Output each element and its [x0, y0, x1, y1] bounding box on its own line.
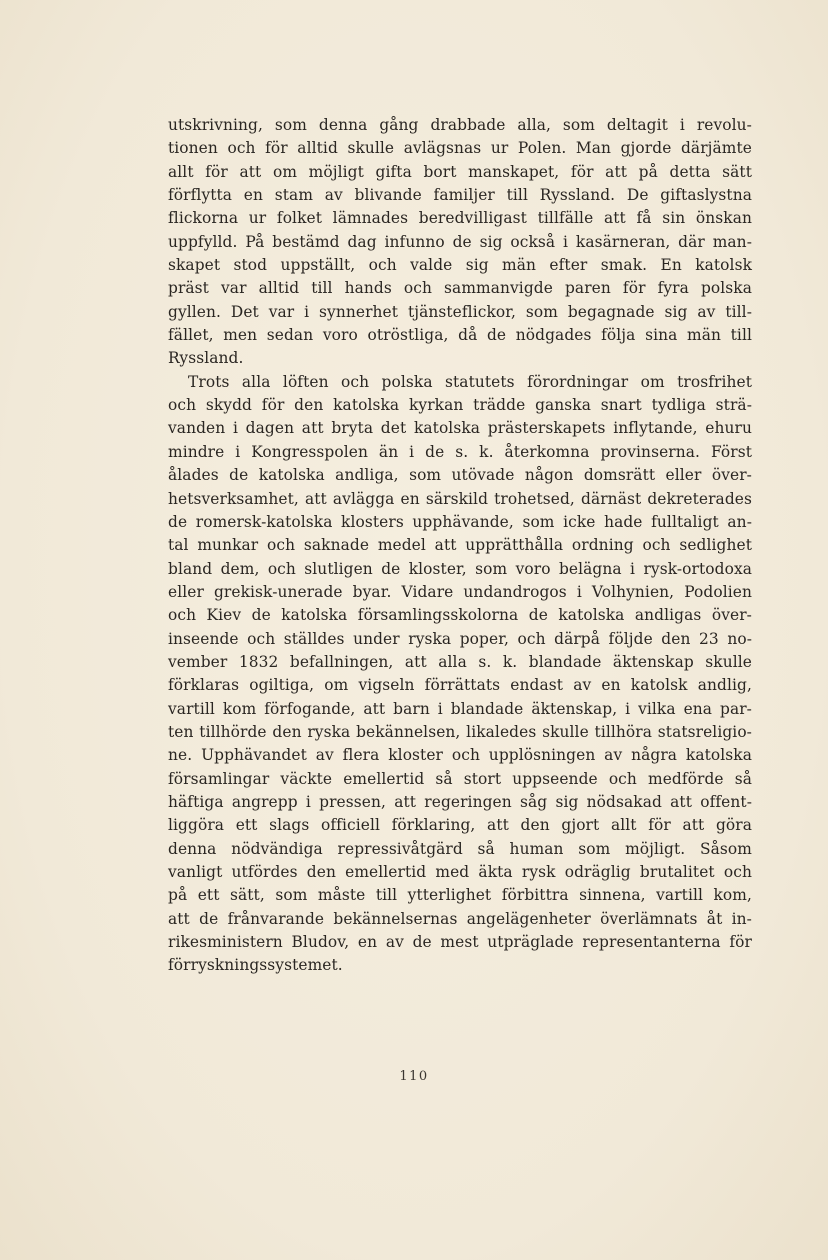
- text-line: allt för att om möjligt gifta bort manskapet, för att på detta sätt: [168, 162, 752, 181]
- text-line: vember 1832 befallningen, att alla s. k. blandade äktenskap skulle: [168, 652, 752, 671]
- text-line: gyllen. Det var i synnerhet tjänsteflickor, som begagnade sig av till-: [168, 302, 752, 321]
- text-line: och Kiev de katolska församlingsskolorna de katolska andligas över-: [168, 606, 752, 625]
- text-line: eller grekisk-unerade byar. Vidare undandrogos i Volhynien, Podolien: [168, 582, 752, 601]
- text-line: hetsverksamhet, att avlägga en särskild trohetsed, därnäst dekreterades: [168, 489, 752, 508]
- text-line: vanden i dagen att bryta det katolska prästerskapets inflytande, ehuru: [168, 419, 752, 438]
- text-line: tionen och för alltid skulle avlägsnas ur Polen. Man gjorde därjämte: [168, 139, 752, 158]
- text-line: flickorna ur folket lämnades beredvilligast tillfälle att få sin önskan: [168, 209, 752, 228]
- paragraph-2: [168, 371, 752, 978]
- text-line: ålades de katolska andliga, som utövade någon domsrätt eller över-: [168, 466, 752, 485]
- text-line: vartill kom förfogande, att barn i blandade äktenskap, i vilka ena par-: [168, 699, 752, 718]
- text-line: liggöra ett slags officiell förklaring, att den gjort allt för att göra: [168, 816, 752, 835]
- text-line: skapet stod uppställt, och valde sig män efter smak. En katolsk: [168, 256, 752, 275]
- text-line: de romersk-katolska klosters upphävande, som icke hade fulltaligt an-: [168, 512, 752, 531]
- text-line: förklaras ogiltiga, om vigseln förrättats endast av en katolsk andlig,: [168, 676, 752, 695]
- text-line: denna nödvändiga repressivåtgärd så human som möjligt. Såsom: [168, 839, 752, 858]
- paragraph-1: [168, 114, 752, 371]
- text-line: Trots alla löften och polska statutets förordningar om trosfrihet: [188, 372, 752, 391]
- text-line: bland dem, och slutligen de kloster, som voro belägna i rysk-ortodoxa: [168, 559, 752, 578]
- text-line: på ett sätt, som måste till ytterlighet förbittra sinnena, vartill kom,: [168, 886, 752, 905]
- text-line: utskrivning, som denna gång drabbade alla, som deltagit i revolu-: [168, 116, 752, 134]
- text-line: präst var alltid till hands och sammanvigde paren för fyra polska: [168, 279, 752, 298]
- text-line: fället, men sedan voro otröstliga, då de nödgades följa sina män till: [168, 326, 752, 345]
- text-line: rikesministern Bludov, en av de mest utpräglade representanterna för: [168, 933, 752, 952]
- body-text: [168, 114, 752, 978]
- text-line: församlingar väckte emellertid så stort uppseende och medförde så: [168, 769, 752, 788]
- text-line: ne. Upphävandet av flera kloster och upplösningen av några katolska: [168, 746, 752, 765]
- text-line: Ryssland.: [168, 349, 244, 368]
- text-line: förryskningssystemet.: [168, 956, 343, 975]
- page-number: 110: [399, 1069, 429, 1084]
- text-line: häftiga angrepp i pressen, att regeringen såg sig nödsakad att offent-: [168, 792, 752, 811]
- text-line: inseende och ställdes under ryska poper, och därpå följde den 23 no-: [168, 629, 752, 648]
- text-line: mindre i Kongresspolen än i de s. k. återkomna provinserna. Först: [168, 442, 752, 461]
- text-line: förflytta en stam av blivande familjer till Ryssland. De giftaslystna: [168, 186, 752, 205]
- text-line: vanligt utfördes den emellertid med äkta rysk odräglig brutalitet och: [168, 863, 752, 881]
- text-line: och skydd för den katolska kyrkan trädde ganska snart tydliga strä-: [168, 396, 752, 415]
- text-line: tal munkar och saknade medel att upprätthålla ordning och sedlighet: [168, 536, 752, 555]
- text-line: uppfylld. På bestämd dag infunno de sig också i kasärneran, där man-: [168, 232, 752, 251]
- text-line: att de frånvarande bekännelsernas angelägenheter överlämnats åt in-: [168, 909, 752, 928]
- text-line: ten tillhörde den ryska bekännelsen, likaledes skulle tillhöra statsreligio-: [168, 722, 752, 741]
